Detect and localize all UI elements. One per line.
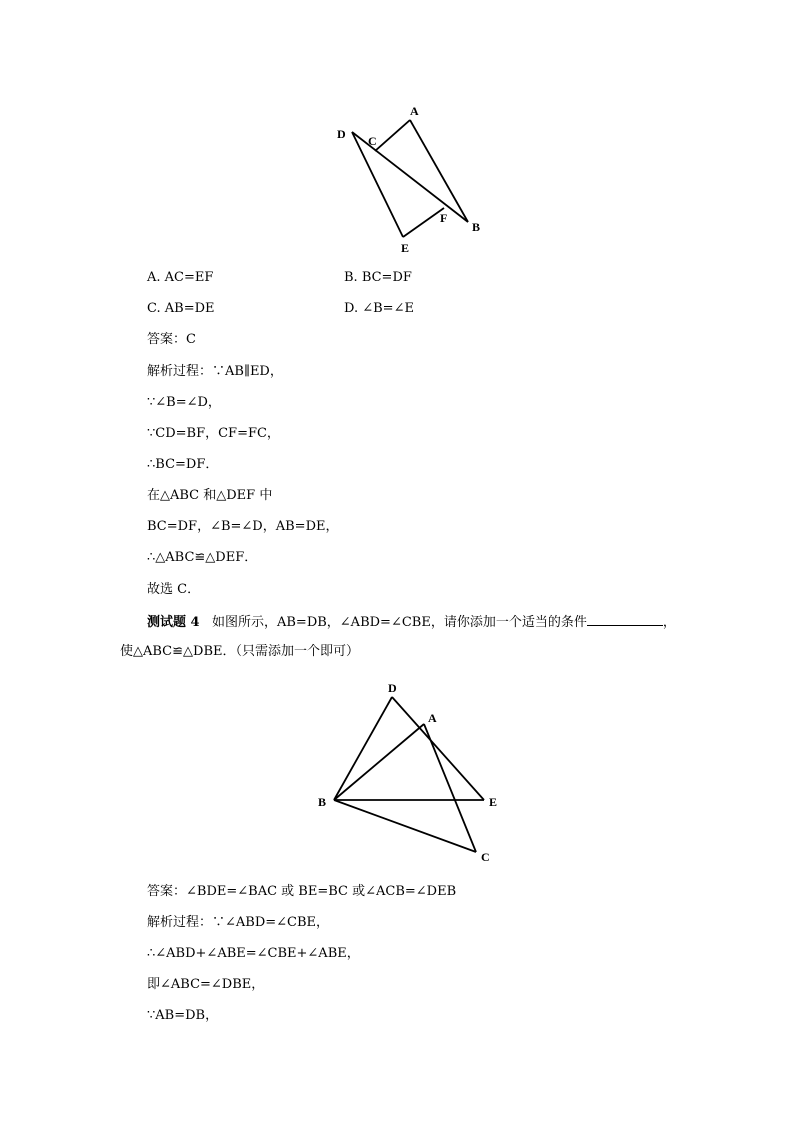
option-d: D. ∠B=∠E [344, 301, 414, 316]
segment-ac [424, 724, 476, 852]
problem-4-line-2: 使△ABC≌△DBE．（只需添加一个即可） [120, 644, 359, 659]
segment-bd [334, 697, 392, 800]
solution-line: ∵AB=DB， [147, 1008, 219, 1023]
point-label-c: C [368, 134, 377, 148]
solution-line: 解析过程：∵AB∥ED， [147, 364, 283, 379]
solution-line: BC=DF，∠B=∠D，AB=DE， [147, 519, 339, 534]
problem-4-statement [147, 613, 676, 631]
problem-4-text: 如图所示，AB=DB，∠ABD=∠CBE，请你添加一个适当的条件 [211, 615, 587, 630]
point-label-b: B [318, 795, 327, 809]
point-label-a: A [410, 104, 419, 118]
point-label-e: E [401, 241, 410, 255]
problem-4-label: 测试题 4 [147, 615, 200, 630]
figure-1-diagram [330, 100, 490, 260]
solution-line: ∴∠ABD+∠ABE=∠CBE+∠ABE， [147, 946, 360, 961]
point-label-c: C [481, 850, 490, 864]
answer-line: 答案：C [147, 332, 196, 347]
solution-line: ∴BC=DF． [147, 457, 219, 472]
segment-ef [403, 208, 444, 237]
segment-bc [334, 800, 476, 852]
solution-line: ∴△ABC≌△DEF． [147, 550, 258, 565]
solution-line: 解析过程：∵∠ABD=∠CBE， [147, 915, 330, 930]
segment-ab [410, 120, 468, 222]
problem-4-text-end: ， [662, 615, 676, 630]
solution-line: ∵CD=BF，CF=FC， [147, 426, 280, 441]
solution-line: 故选 C． [147, 582, 201, 597]
point-label-a: A [428, 711, 437, 725]
segment-ca [375, 120, 410, 151]
segment-de [392, 697, 484, 800]
solution-line: ∵∠B=∠D， [147, 395, 221, 410]
option-b: B. BC=DF [344, 270, 412, 285]
option-c: C. AB=DE [147, 301, 215, 316]
point-label-d: D [388, 681, 397, 695]
point-label-f: F [440, 211, 448, 225]
solution-line: 即∠ABC=∠DBE， [147, 977, 265, 992]
figure-2-diagram [315, 675, 505, 865]
segment-ba [334, 724, 424, 800]
answer-line: 答案：∠BDE=∠BAC 或 BE=BC 或∠ACB=∠DEB [147, 884, 457, 899]
solution-line: 在△ABC 和△DEF 中 [147, 488, 273, 503]
answer-blank [587, 613, 663, 626]
point-label-e: E [489, 795, 498, 809]
point-label-d: D [337, 127, 346, 141]
option-a: A. AC=EF [147, 270, 214, 285]
point-label-b: B [472, 220, 481, 234]
